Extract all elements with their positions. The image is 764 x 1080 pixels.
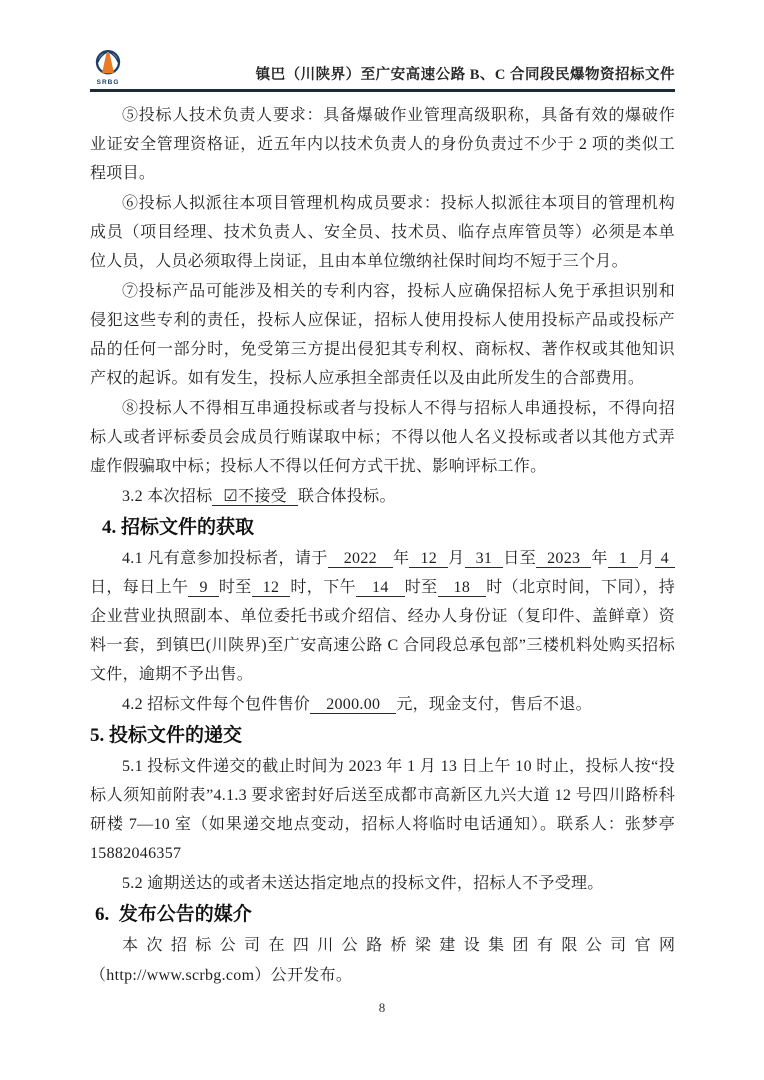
clause-5-technical-lead: ⑤投标人技术负责人要求：具备爆破作业管理高级职称，具备有效的爆破作业证安全管理资格证，近五年内以技术负责人的身份负责过不少于 2 项的类似工程项目。 <box>90 107 675 182</box>
clause-4-2-price <box>90 690 675 719</box>
filled-blank-day-start: 31 <box>465 550 504 568</box>
filled-blank-consortium: ☑不接受 <box>212 488 298 506</box>
clause-4-1-text: 时至 <box>404 579 438 596</box>
clause-4-1-text: 时至 <box>218 579 252 596</box>
clause-4-1-document-purchase <box>90 544 675 689</box>
filled-blank-am-close: 12 <box>252 579 291 597</box>
page-number: 8 <box>378 1000 386 1015</box>
filled-blank-year-end: 2023 <box>536 550 591 568</box>
clause-4-1-text: 日至 <box>503 550 537 567</box>
clause-3-2-pre: 3.2 本次招标 <box>122 488 213 505</box>
clause-4-2-post: 元，现金支付，售后不退。 <box>396 696 592 713</box>
clause-4-1-text: 时（北京时间，下同），持企业营业执照副本、单位委托书或介绍信、经办人身份证（复印件、盖鲜章）资料一套，到镇巴(川陕界)至广安高速公路 C 合同段总承包部”三楼机料处购买招标文件，逾期不予出售。 <box>90 579 676 683</box>
filled-blank-month-start: 12 <box>409 550 448 568</box>
clause-5-1-submission: 5.1 投标文件递交的截止时间为 2023 年 1 月 13 日上午 10 时止，投标人按“投标人须知前附表”4.1.3 要求密封好后送至成都市高新区九兴大道 12 号四川路桥科研楼 7—10 室（如果递交地点变动，招标人将临时电话通知）。联系人：张梦亭 15882046357 <box>90 758 675 862</box>
section-6-heading: 6. 发布公告的媒介 <box>95 904 252 925</box>
clause-6-project-staff: ⑥投标人拟派往本项目管理机构成员要求：投标人拟派往本项目的管理机构成员（项目经理、技术负责人、安全员、技术员、临存点库管员等）必须是本单位人员，人员必须取得上岗证，且由本单位缴纳社保时间均不短于三个月。 <box>90 195 675 270</box>
clause-6-media-line2: （http://www.scrbg.com）公开发布。 <box>90 967 353 984</box>
filled-blank-year-start: 2022 <box>328 550 393 568</box>
clause-4-2-pre: 4.2 招标文件每个包件售价 <box>122 696 311 713</box>
filled-blank-pm-open: 14 <box>356 579 405 597</box>
srbg-logo-text: SRBG <box>96 78 120 86</box>
clause-4-1-text: 4.1 凡有意参加投标者，请于 <box>122 550 328 567</box>
clause-3-2-post: 联合体投标。 <box>297 488 396 505</box>
clause-7-patent: ⑦投标产品可能涉及相关的专利内容，投标人应确保招标人免于承担识别和侵犯这些专利的责任，投标人应保证，招标人使用投标人使用投标产品或投标产品的任何一部分时，免受第三方提出侵犯其专利权、商标权、著作权或其他知识产权的起诉。如有发生，投标人应承担全部责任以及由此所发生的合部费用。 <box>90 283 675 387</box>
filled-blank-month-end: 1 <box>608 550 638 568</box>
clause-4-1-text: 日，每日上午 <box>90 579 189 596</box>
clause-5-2-late-delivery: 5.2 逾期送达的或者未送达指定地点的投标文件，招标人不予受理。 <box>122 875 604 892</box>
filled-blank-am-open: 9 <box>188 579 218 597</box>
section-4-heading: 4. 招标文件的获取 <box>102 517 255 538</box>
clause-6-media-line1: 本次招标公司在四川公路桥梁建设集团有限公司官网 <box>122 937 675 954</box>
srbg-logo-icon <box>90 49 126 79</box>
clause-4-1-text: 年 <box>392 550 410 567</box>
document-header-title: 镇巴（川陕界）至广安高速公路 B、C 合同段民爆物资招标文件 <box>255 67 675 83</box>
filled-blank-day-end: 4 <box>655 550 675 568</box>
clause-4-1-text: 年 <box>591 550 608 567</box>
clause-3-2-consortium <box>90 482 675 511</box>
filled-blank-pm-close: 18 <box>438 579 487 597</box>
clause-8-collusion: ⑧投标人不得相互串通投标或者与投标人不得与招标人串通投标，不得向招标人或者评标委员会成员行贿谋取中标；不得以他人名义投标或者以其他方式弄虚作假骗取中标；投标人不得以任何方式干扰、影响评标工作。 <box>90 400 675 475</box>
clause-4-1-text: 时，下午 <box>290 579 357 596</box>
section-5-heading: 5. 投标文件的递交 <box>90 725 243 746</box>
srbg-logo <box>90 49 126 87</box>
document-body <box>90 100 675 990</box>
clause-4-1-text: 月 <box>448 550 465 567</box>
filled-blank-price: 2000.00 <box>310 696 396 714</box>
clause-4-1-text: 月 <box>638 550 655 567</box>
page-header <box>90 52 675 92</box>
